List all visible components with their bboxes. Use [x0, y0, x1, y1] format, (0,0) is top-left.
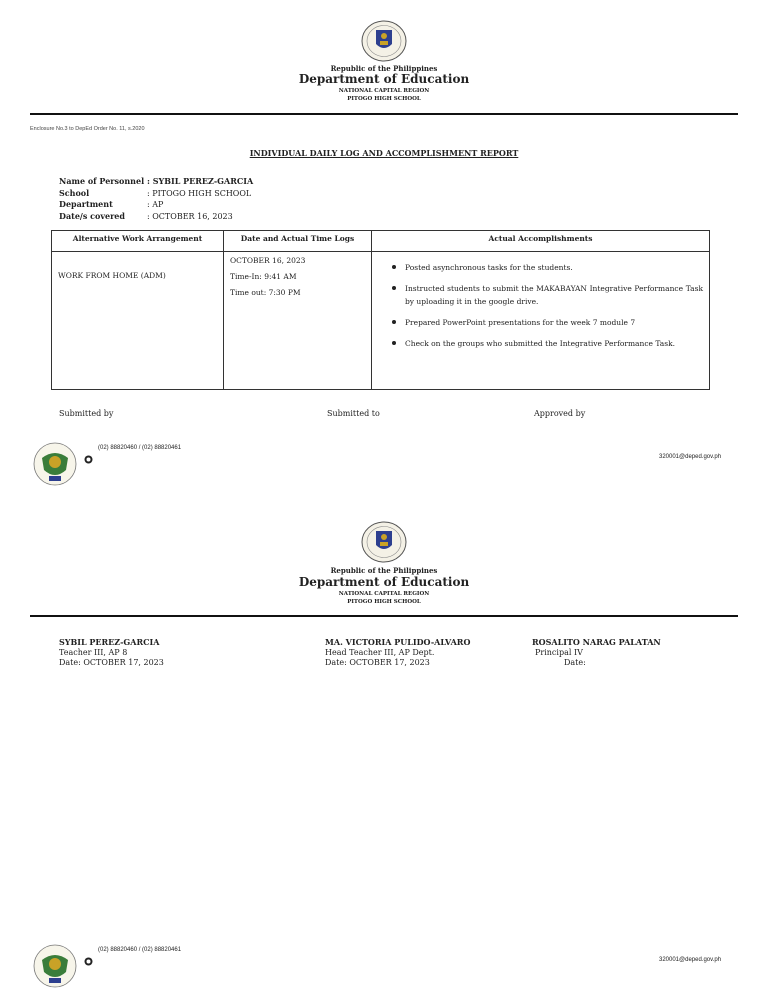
school-label: School [59, 187, 90, 198]
list-item: Check on the groups who submitted the Integrative Performance Task. [373, 337, 703, 350]
signatory-2-position: Head Teacher III, AP Dept. [325, 647, 435, 657]
enclosure-note: Enclosure No.3 to DepEd Order No. 11, s.2020 [30, 126, 145, 132]
signatory-1 [59, 637, 164, 669]
footer-phone: (02) 88820460 / (02) 88820461 [98, 445, 182, 451]
arrangement-cell [52, 252, 224, 390]
footer-phone: (02) 88820460 / (02) 88820461 [98, 947, 182, 953]
signatory-1-name: SYBIL PEREZ-GARCIA [59, 637, 160, 647]
school-header-text: PITOGO HIGH SCHOOL [347, 599, 421, 605]
col-header-timelogs: Date and Actual Time Logs [224, 231, 372, 252]
approved-by-label: Approved by [534, 409, 586, 418]
header-divider [30, 113, 738, 115]
signatory-2-date: Date: OCTOBER 17, 2023 [325, 658, 430, 667]
list-item: Posted asynchronous tasks for the students. [373, 261, 703, 274]
department-title: Department of Education [298, 575, 470, 589]
signatory-2 [325, 637, 470, 669]
footer-email: 320001@deped.gov.ph [659, 454, 722, 460]
signatory-3-position: Principal IV [535, 647, 583, 657]
time-in: Time-In: 9:41 AM [230, 272, 297, 281]
department-label: Department [59, 199, 113, 209]
department-value: : AP [147, 200, 164, 209]
phone-icon [84, 957, 93, 966]
school-header-text: PITOGO HIGH SCHOOL [347, 96, 421, 102]
footer-email: 320001@deped.gov.ph [659, 957, 722, 963]
accomplishments-cell [372, 252, 710, 390]
time-out: Time out: 7:30 PM [230, 288, 301, 297]
signatory-3-date: Date: [564, 658, 586, 667]
header-divider [30, 615, 738, 617]
signatory-3-name: ROSALITO NARAG PALATAN [532, 637, 661, 647]
date-value: : OCTOBER 16, 2023 [147, 211, 233, 221]
signatory-1-position: Teacher III, AP 8 [59, 647, 128, 657]
arrangement-value: WORK FROM HOME (ADM) [58, 271, 166, 280]
log-date: OCTOBER 16, 2023 [230, 256, 306, 265]
name-label: Name of Personnel [59, 176, 145, 186]
name-value: : SYBIL PEREZ-GARCIA [147, 176, 254, 186]
deped-seal-icon [359, 521, 409, 563]
list-item: Prepared PowerPoint presentations for the week 7 module 7 [373, 316, 703, 329]
republic-text: Republic of the Philippines [330, 566, 438, 575]
col-header-arrangement: Alternative Work Arrangement [52, 231, 224, 252]
personnel-info [59, 176, 253, 222]
accomplishments-list [373, 253, 708, 350]
list-item: Instructed students to submit the MAKABAYAN Integrative Performance Task by uploading it in the google drive. [373, 282, 703, 308]
table-row [52, 252, 710, 390]
table-header-row [52, 231, 710, 252]
col-header-accomplishments: Actual Accomplishments [372, 231, 710, 252]
school-value: : PITOGO HIGH SCHOOL [147, 188, 252, 198]
region-text: NATIONAL CAPITAL REGION [338, 591, 430, 597]
timelog-cell [224, 252, 372, 390]
submitted-to-label: Submitted to [327, 409, 380, 418]
school-logo-icon [32, 440, 78, 488]
deped-seal-icon [359, 20, 409, 62]
republic-text: Republic of the Philippines [330, 64, 438, 73]
phone-icon [84, 455, 93, 464]
report-title: INDIVIDUAL DAILY LOG AND ACCOMPLISHMENT REPORT [249, 148, 519, 158]
department-title: Department of Education [298, 72, 470, 86]
accomplishment-table [51, 230, 710, 390]
signatory-2-name: MA. VICTORIA PULIDO-ALVARO [325, 637, 471, 647]
school-logo-icon [32, 942, 78, 990]
date-label: Date/s covered [59, 210, 125, 221]
region-text: NATIONAL CAPITAL REGION [338, 88, 430, 94]
signatory-1-date: Date: OCTOBER 17, 2023 [59, 658, 164, 667]
signatory-3 [532, 637, 661, 669]
submitted-by-label: Submitted by [59, 409, 114, 418]
